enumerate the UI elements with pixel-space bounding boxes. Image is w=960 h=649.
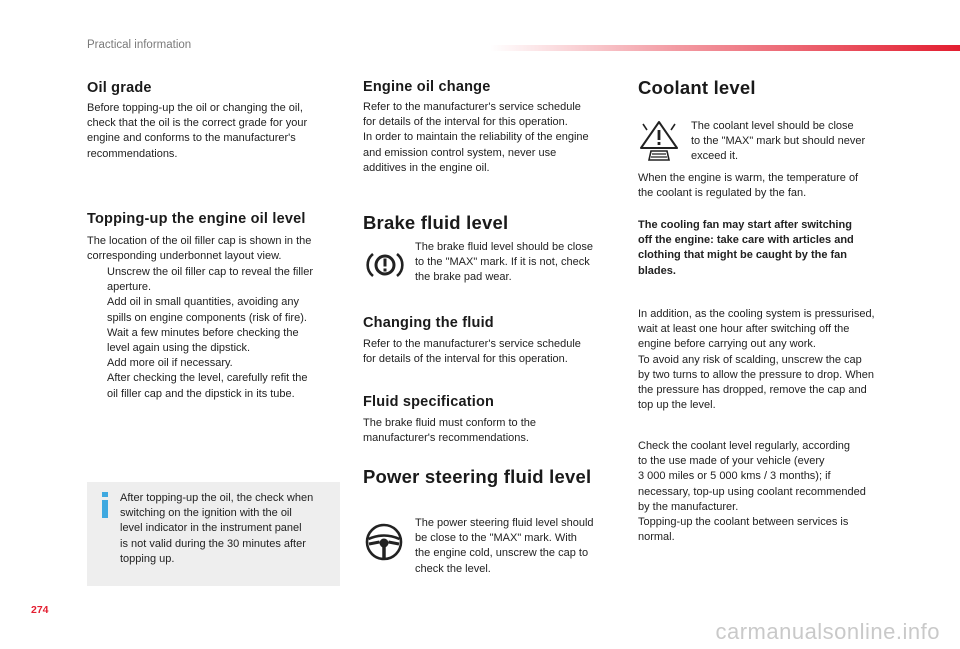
- coolant-icon-text: The coolant level should be close to the "MAX" mark but should never exceed it.: [691, 120, 866, 163]
- changing-fluid-text: Refer to the manufacturer's service schedule for details of the interval for this operation.: [363, 338, 581, 366]
- brake-warning-icon: [366, 250, 404, 280]
- list-item: Add oil in small quantities, avoiding any spills on engine components (risk of fire).: [107, 296, 307, 324]
- fluid-spec-text: The brake fluid must conform to the manufacturer's recommendations.: [363, 417, 537, 445]
- steering-wheel-icon: [364, 522, 404, 562]
- power-steering-heading: Power steering fluid level: [363, 466, 592, 487]
- changing-fluid-heading: Changing the fluid: [363, 315, 494, 331]
- header-rule: [490, 45, 960, 51]
- hot-coolant-warning-icon: [639, 120, 679, 162]
- list-item: Add more oil if necessary.: [107, 357, 233, 370]
- cooling-fan-warning: The cooling fan may start after switching off the engine: take care with articles and clothing that might be caught by the fan blades.: [638, 219, 854, 277]
- info-box: [87, 482, 340, 586]
- oil-grade-text: Before topping-up the oil or changing the oil, check that the oil is the correct grade for your engine and conforms to the manufacturer's recommendations.: [87, 102, 308, 160]
- list-item: After checking the level, carefully refit the oil filler cap and the dipstick in its tube.: [107, 372, 308, 400]
- brake-fluid-text: The brake fluid level should be close to the "MAX" mark. If it is not, check the brake pad wear.: [415, 241, 593, 284]
- engine-oil-change-text: Refer to the manufacturer's service schedule for details of the interval for this operation. In order to maintain the reliability of the engine and emission control system, never use additives in the engine oil.: [363, 101, 589, 174]
- topping-up-heading: Topping-up the engine oil level: [87, 211, 306, 227]
- engine-oil-change-heading: Engine oil change: [363, 79, 491, 95]
- chapter-title: Practical information: [87, 39, 192, 51]
- info-icon: [99, 492, 111, 518]
- coolant-pressure-text: In addition, as the cooling system is pressurised, wait at least one hour after switching off the engine before carrying out any work. To avoid any risk of scalding, unscrew the cap by two turns to allow the pressure to drop. When the pressure has dropped, remove the cap and top up the level.: [638, 308, 875, 412]
- coolant-temperature-text: When the engine is warm, the temperature of the coolant is regulated by the fan.: [638, 172, 859, 200]
- oil-grade-heading: Oil grade: [87, 80, 152, 96]
- brake-fluid-heading: Brake fluid level: [363, 212, 509, 233]
- watermark: carmanualsonline.info: [715, 619, 940, 644]
- list-item: Wait a few minutes before checking the level again using the dipstick.: [107, 326, 299, 355]
- power-steering-text: The power steering fluid level should be close to the "MAX" mark. With the engine cold, unscrew the cap to check the level.: [415, 517, 594, 575]
- fluid-spec-heading: Fluid specification: [363, 394, 495, 410]
- list-item: Unscrew the oil filler cap to reveal the filler aperture.: [107, 266, 314, 294]
- page-number: 274: [31, 604, 49, 616]
- info-box-text: After topping-up the oil, the check when switching on the ignition with the oil level indicator in the instrument panel is not valid during the 30 minutes after topping up.: [120, 492, 314, 565]
- coolant-heading: Coolant level: [638, 77, 756, 98]
- topping-up-intro: The location of the oil filler cap is shown in the corresponding underbonnet layout view.: [87, 235, 312, 263]
- topping-up-steps: [87, 265, 347, 402]
- coolant-check-text: Check the coolant level regularly, according to the use made of your vehicle (every 3 000 miles or 5 000 kms / 3 months); if necessary, top-up using coolant recommended by the manufacturer. Topping-up the coolant between services is normal.: [638, 440, 866, 544]
